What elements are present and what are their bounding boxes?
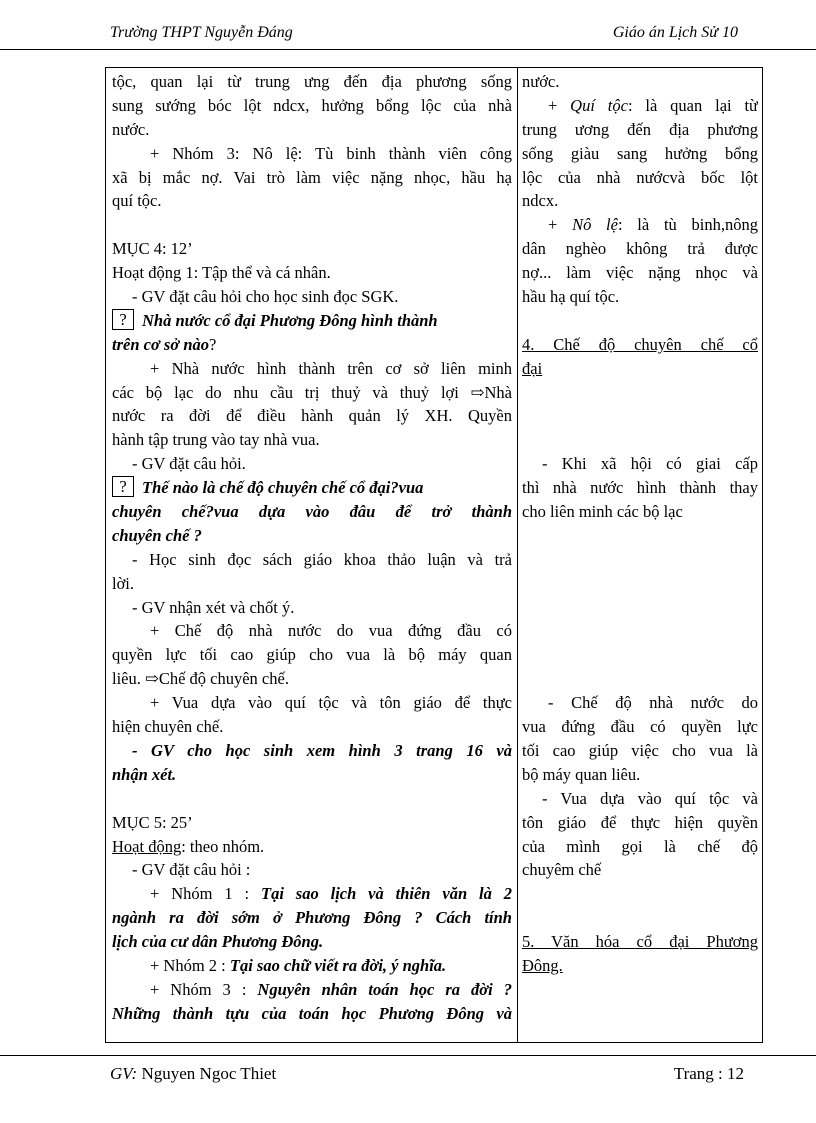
page-number: Trang : 12 <box>673 1064 744 1083</box>
header-rule <box>0 49 816 50</box>
content-column <box>522 70 758 978</box>
question-text: Thế nào là chế độ chuyên chế cổ đại?vua <box>142 478 424 498</box>
teacher-activity-column <box>112 70 512 1026</box>
text-line: tối cao giúp việc cho vua là <box>522 740 758 760</box>
text-line: Hoạt động: theo nhóm. <box>112 836 265 856</box>
lesson-table <box>105 67 763 1043</box>
teacher-name: GV: Nguyen Ngoc Thiet <box>110 1064 277 1083</box>
blank-line <box>522 524 758 548</box>
text-line: hành tập trung vào tay nhà vua. <box>112 430 320 450</box>
blank-line <box>522 906 758 930</box>
text-line: liêu. ⇨Chế độ chuyên chế. <box>112 669 289 689</box>
text-line: - Chế độ nhà nước do <box>548 693 758 713</box>
blank-line <box>522 572 758 596</box>
section-heading: MỤC 4: 12’ <box>112 239 193 259</box>
blank-line <box>522 381 758 405</box>
text-line: của mình gọi là chế độ <box>522 836 758 856</box>
question-line: chuyên chế?vua dựa vào đâu để trở thành <box>112 502 512 522</box>
text-line: - GV nhận xét và chốt ý. <box>132 597 295 617</box>
blank-line <box>522 428 758 452</box>
text-line: hầu hạ quí tộc. <box>522 287 620 307</box>
text-line: - GV đặt câu hỏi. <box>132 454 246 474</box>
text-line: cho liên minh các bộ lạc <box>522 502 683 522</box>
blank-line <box>112 787 512 811</box>
section-title: Đông. <box>522 955 563 975</box>
question-text: Nhà nước cổ đại Phương Đông hình thành <box>142 310 438 330</box>
text-line: thì nhà nước hình thành thay <box>522 478 758 498</box>
text-line: tộc, quan lại từ trung ưng đến địa phương sống <box>112 72 512 91</box>
text-line: nợ... làm việc nặng nhọc và <box>522 263 758 283</box>
text-line: + Chế độ nhà nước do vua đứng đầu có <box>150 621 512 641</box>
footer-rule <box>0 1055 816 1056</box>
question-box: ? <box>112 309 134 330</box>
text-line: các bộ lạc do nhu cầu trị thuỷ và thuỷ lợi ⇨Nhà <box>112 382 512 402</box>
text-line: nước. <box>112 119 150 139</box>
blank-line <box>522 596 758 620</box>
text-line: bộ máy quan liêu. <box>522 764 641 784</box>
text-line: xã bị mắc nợ. Vai trò làm việc nặng nhọc, hầu hạ <box>112 167 512 187</box>
page-header <box>0 0 816 52</box>
question-box: ? <box>112 476 134 497</box>
school-name: Trường THPT Nguyễn Đáng <box>110 24 293 41</box>
blank-line <box>522 404 758 428</box>
text-line: Những thành tựu của toán học Phương Đông và <box>112 1003 512 1023</box>
text-line: + Quí tộc: là quan lại từ <box>548 95 758 115</box>
text-line: ndcx. <box>522 191 559 211</box>
blank-line <box>522 548 758 572</box>
text-line: sống giàu sang hưởng bổng <box>522 143 758 163</box>
text-line: nước ra đời để điều hành quản lý XH. Quyền <box>112 406 512 426</box>
text-line: + Nô lệ: là tù binh,nông <box>548 215 758 235</box>
question-line: chuyên chế ? <box>112 525 202 545</box>
blank-line <box>522 667 758 691</box>
text-line: + Nhóm 1 : Tại sao lịch và thiên văn là 2 <box>150 884 512 904</box>
section-heading: MỤC 5: 25’ <box>112 812 193 832</box>
blank-line <box>522 882 758 906</box>
text-line: - GV đặt câu hỏi cho học sinh đọc SGK. <box>132 287 399 307</box>
blank-line <box>112 213 512 237</box>
document-title: Giáo án Lịch Sử 10 <box>612 24 738 41</box>
text-line: sung sướng bóc lột ndcx, hưởng bổng lộc của nhà <box>112 95 512 115</box>
text-line: nhận xét. <box>112 764 177 784</box>
text-line: lộc của nhà nướcvà bốc lột <box>522 167 758 187</box>
text-line: + Vua dựa vào quí tộc và tôn giáo để thực <box>150 693 512 713</box>
text-line: + Nhóm 3: Nô lệ: Tù binh thành viên công <box>150 143 512 163</box>
text-line: - GV đặt câu hỏi : <box>132 860 251 880</box>
text-line: nước. <box>522 72 560 91</box>
text-line: Hoạt động 1: Tập thể và cá nhân. <box>112 263 331 283</box>
text-line: tôn giáo để thực hiện quyền <box>522 812 758 832</box>
text-line: - Vua dựa vào quí tộc và <box>542 788 758 808</box>
question-line <box>112 476 512 500</box>
text-line: trung ương đến địa phương <box>522 119 758 139</box>
question-line <box>112 309 512 333</box>
text-line: chuyêm chế <box>522 860 602 880</box>
text-line: lời. <box>112 573 135 593</box>
text-line: quyền lực tối cao giúp cho vua là bộ máy quan <box>112 645 512 665</box>
text-line: dân nghèo không trả được <box>522 239 758 259</box>
question-line: trên cơ sở nào? <box>112 334 217 354</box>
text-line: - Học sinh đọc sách giáo khoa thảo luận và trả <box>132 549 512 569</box>
blank-line <box>522 619 758 643</box>
blank-line <box>522 309 758 333</box>
text-line: + Nhóm 2 : Tại sao chữ viết ra đời, ý nghĩa. <box>150 955 447 975</box>
text-line: + Nhóm 3 : Nguyên nhân toán học ra đời ? <box>150 979 512 999</box>
text-line: - GV cho học sinh xem hình 3 trang 16 và <box>132 740 512 760</box>
text-line: hiện chuyên chế. <box>112 717 224 737</box>
section-title: 5. Văn hóa cổ đại Phương <box>522 932 758 952</box>
text-line: lịch của cư dân Phương Đông. <box>112 932 324 952</box>
blank-line <box>522 643 758 667</box>
text-line: + Nhà nước hình thành trên cơ sở liên minh <box>150 358 512 378</box>
section-title: 4. Chế độ chuyên chế cổ <box>522 334 758 354</box>
text-line: ngành ra đời sớm ở Phương Đông ? Cách tính <box>112 908 512 928</box>
text-line: - Khi xã hội có giai cấp <box>542 454 758 474</box>
column-divider <box>517 68 518 1042</box>
text-line: vua đứng đầu có quyền lực <box>522 717 758 737</box>
text-line: quí tộc. <box>112 191 162 211</box>
section-title: đại <box>522 358 543 378</box>
